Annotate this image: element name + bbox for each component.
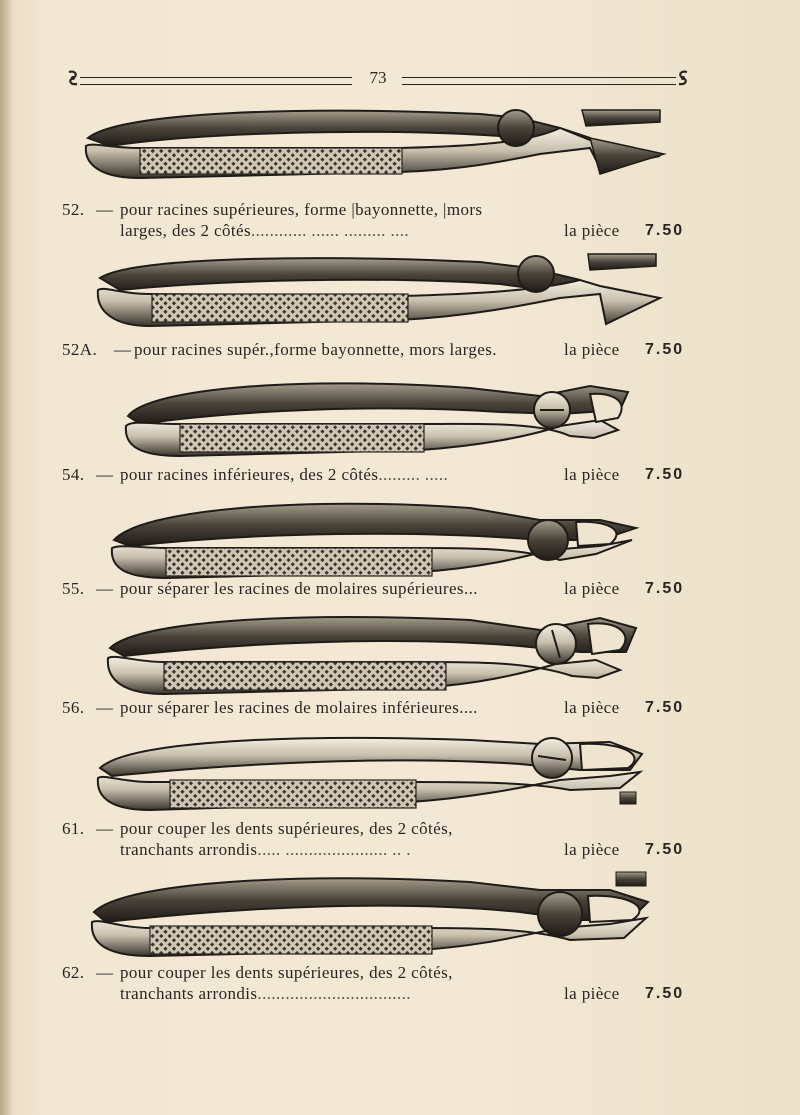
- leader-dots: ......... .....: [378, 465, 449, 484]
- item-description: pour racines supér.,forme bayonnette, mors larges.: [134, 340, 497, 359]
- leader-dots: .................................: [257, 984, 411, 1003]
- page-number: 73: [369, 68, 387, 87]
- unit-label: la pièce: [564, 221, 620, 240]
- header-rule-left: [80, 77, 352, 85]
- item-55: [62, 578, 692, 599]
- forceps-52-illustration: [0, 98, 800, 190]
- item-number: 62.: [62, 963, 85, 982]
- item-number: 52.: [62, 200, 85, 219]
- forceps-55-illustration: [0, 490, 800, 582]
- item-price: 7.50: [645, 841, 685, 858]
- item-54: [62, 464, 692, 485]
- unit-label: la pièce: [564, 840, 620, 859]
- item-description: pour racines supérieures, forme |bayonnette, |mors: [120, 200, 483, 219]
- item-dash: —: [114, 340, 132, 359]
- item-62: [62, 962, 692, 1004]
- leader-dots: ..... ...................... .. .: [257, 840, 411, 859]
- item-price: 7.50: [645, 699, 685, 716]
- item-description: pour séparer les racines de molaires inférieures....: [120, 698, 478, 717]
- item-price: 7.50: [645, 985, 685, 1002]
- item-price: 7.50: [645, 341, 685, 358]
- item-number: 52A.: [62, 340, 98, 359]
- unit-label: la pièce: [564, 465, 620, 484]
- forceps-61-illustration: [0, 726, 800, 818]
- item-description: pour couper les dents supérieures, des 2 côtés,: [120, 963, 453, 982]
- item-52: [62, 199, 692, 241]
- item-price: 7.50: [645, 580, 685, 597]
- item-description: pour séparer les racines de molaires supérieures...: [120, 579, 478, 598]
- forceps-56-illustration: [0, 606, 800, 698]
- unit-label: la pièce: [564, 984, 620, 1003]
- item-number: 55.: [62, 579, 85, 598]
- item-dash: —: [96, 698, 114, 717]
- item-description-cont: larges, des 2 côtés: [120, 221, 251, 240]
- forceps-54-illustration: [0, 370, 800, 462]
- item-61: [62, 818, 692, 860]
- item-56: [62, 697, 692, 718]
- forceps-52a-illustration: [0, 246, 800, 336]
- ornament-right-icon: [676, 70, 690, 86]
- item-dash: —: [96, 579, 114, 598]
- ornament-left-icon: [66, 70, 80, 86]
- item-dash: —: [96, 465, 114, 484]
- item-number: 56.: [62, 698, 85, 717]
- header-rule-right: [402, 77, 676, 85]
- item-52a: [62, 339, 692, 360]
- item-price: 7.50: [645, 466, 685, 483]
- item-description-cont: tranchants arrondis: [120, 984, 258, 1003]
- unit-label: la pièce: [564, 698, 620, 717]
- item-description: pour racines inférieures, des 2 côtés: [120, 465, 379, 484]
- page-header: [66, 68, 690, 94]
- item-description-cont: tranchants arrondis: [120, 840, 258, 859]
- item-number: 61.: [62, 819, 85, 838]
- forceps-62-illustration: [0, 866, 800, 960]
- item-dash: —: [96, 200, 114, 219]
- leader-dots: ............ ...... ......... ....: [250, 221, 410, 240]
- item-dash: —: [96, 819, 114, 838]
- unit-label: la pièce: [564, 579, 620, 598]
- item-price: 7.50: [645, 222, 685, 239]
- item-description: pour couper les dents supérieures, des 2 côtés,: [120, 819, 453, 838]
- unit-label: la pièce: [564, 340, 620, 359]
- item-number: 54.: [62, 465, 85, 484]
- item-dash: —: [96, 963, 114, 982]
